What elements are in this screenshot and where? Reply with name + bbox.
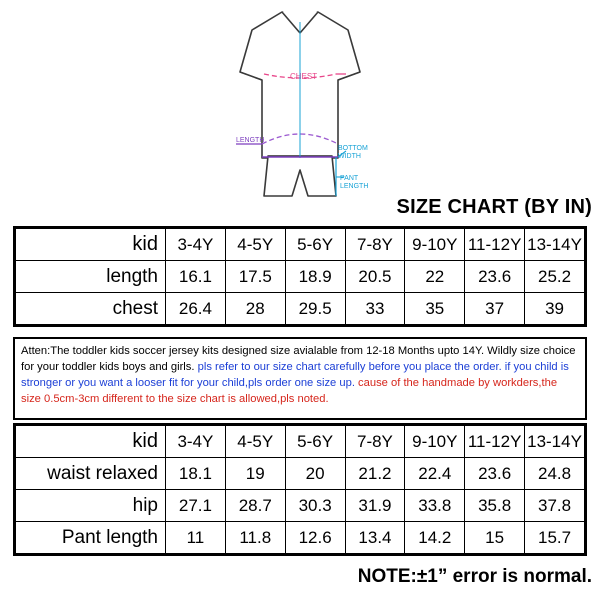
row-label: length xyxy=(16,261,166,293)
table-cell: 15 xyxy=(465,522,525,554)
table-cell: 22.4 xyxy=(405,458,465,490)
table-cell: 31.9 xyxy=(345,490,405,522)
table-cell: 13-14Y xyxy=(525,229,585,261)
table-cell: 5-6Y xyxy=(285,426,345,458)
table-cell: 9-10Y xyxy=(405,229,465,261)
row-label: chest xyxy=(16,293,166,325)
table-cell: 30.3 xyxy=(285,490,345,522)
chest-label: CHEST xyxy=(290,72,318,81)
table-cell: 33.8 xyxy=(405,490,465,522)
table-cell: 24.8 xyxy=(525,458,585,490)
page-title: SIZE CHART (BY IN) xyxy=(396,196,592,218)
table-cell: 11 xyxy=(166,522,226,554)
table-cell: 21.2 xyxy=(345,458,405,490)
table-cell: 15.7 xyxy=(525,522,585,554)
table-cell: 29.5 xyxy=(285,293,345,325)
table-cell: 14.2 xyxy=(405,522,465,554)
table-cell: 20 xyxy=(285,458,345,490)
table-cell: 20.5 xyxy=(345,261,405,293)
note-segment-black: Atten:The toddler kids soccer jersey kits designed size avialable from 12-18 Months upto 14Y. Wildly size choice for your toddler kids boys and girls. xyxy=(21,345,576,373)
size-table-top xyxy=(13,226,587,327)
table-cell: 39 xyxy=(525,293,585,325)
table-cell: 12.6 xyxy=(285,522,345,554)
table-row xyxy=(16,293,585,325)
table-cell: 23.6 xyxy=(465,458,525,490)
table-row xyxy=(16,490,585,522)
table-row xyxy=(16,229,585,261)
table-cell: 11-12Y xyxy=(465,229,525,261)
table-cell: 7-8Y xyxy=(345,229,405,261)
garment-illustration xyxy=(0,0,600,205)
row-label: kid xyxy=(16,426,166,458)
table-cell: 5-6Y xyxy=(285,229,345,261)
length-label: LENGTH xyxy=(236,137,265,144)
table-cell: 37 xyxy=(465,293,525,325)
table-cell: 35 xyxy=(405,293,465,325)
table-cell: 13.4 xyxy=(345,522,405,554)
table-cell: 3-4Y xyxy=(166,229,226,261)
table-cell: 13-14Y xyxy=(525,426,585,458)
note-segment-red: cause of the handmade by workders,the size 0.5cm-3cm different to the size chart is allowed,pls noted. xyxy=(21,376,558,405)
table-cell: 22 xyxy=(405,261,465,293)
table-cell: 11-12Y xyxy=(465,426,525,458)
table-cell: 4-5Y xyxy=(225,229,285,261)
note-segment-blue: pls refer to our size chart carefully before you place the order. if you child is stronger or you want a looser fit for your child,pls order one size up. xyxy=(21,360,569,389)
row-label: waist relaxed xyxy=(16,458,166,490)
table-cell: 16.1 xyxy=(166,261,226,293)
table-cell: 7-8Y xyxy=(345,426,405,458)
table-row xyxy=(16,261,585,293)
bottom-width-label-2: WIDTH xyxy=(338,153,361,160)
table-cell: 33 xyxy=(345,293,405,325)
pant-length-label: PANT xyxy=(340,175,359,182)
table-cell: 26.4 xyxy=(166,293,226,325)
table-cell: 35.8 xyxy=(465,490,525,522)
table-cell: 19 xyxy=(225,458,285,490)
table-cell: 28 xyxy=(225,293,285,325)
table-cell: 3-4Y xyxy=(166,426,226,458)
shorts-shape xyxy=(264,156,336,196)
error-note: NOTE:±1” error is normal. xyxy=(357,566,592,587)
table-cell: 18.9 xyxy=(285,261,345,293)
row-label: Pant length xyxy=(16,522,166,554)
pant-length-label-2: LENGTH xyxy=(340,183,369,190)
table-cell: 37.8 xyxy=(525,490,585,522)
table-row xyxy=(16,426,585,458)
table-row xyxy=(16,458,585,490)
row-label: kid xyxy=(16,229,166,261)
table-cell: 27.1 xyxy=(166,490,226,522)
attention-note xyxy=(13,337,587,420)
table-cell: 28.7 xyxy=(225,490,285,522)
bottom-width-label: BOTTOM xyxy=(338,145,368,152)
table-cell: 25.2 xyxy=(525,261,585,293)
table-cell: 9-10Y xyxy=(405,426,465,458)
table-cell: 18.1 xyxy=(166,458,226,490)
table-cell: 23.6 xyxy=(465,261,525,293)
table-row xyxy=(16,522,585,554)
table-cell: 4-5Y xyxy=(225,426,285,458)
size-table-bottom xyxy=(13,423,587,556)
table-cell: 17.5 xyxy=(225,261,285,293)
row-label: hip xyxy=(16,490,166,522)
table-cell: 11.8 xyxy=(225,522,285,554)
